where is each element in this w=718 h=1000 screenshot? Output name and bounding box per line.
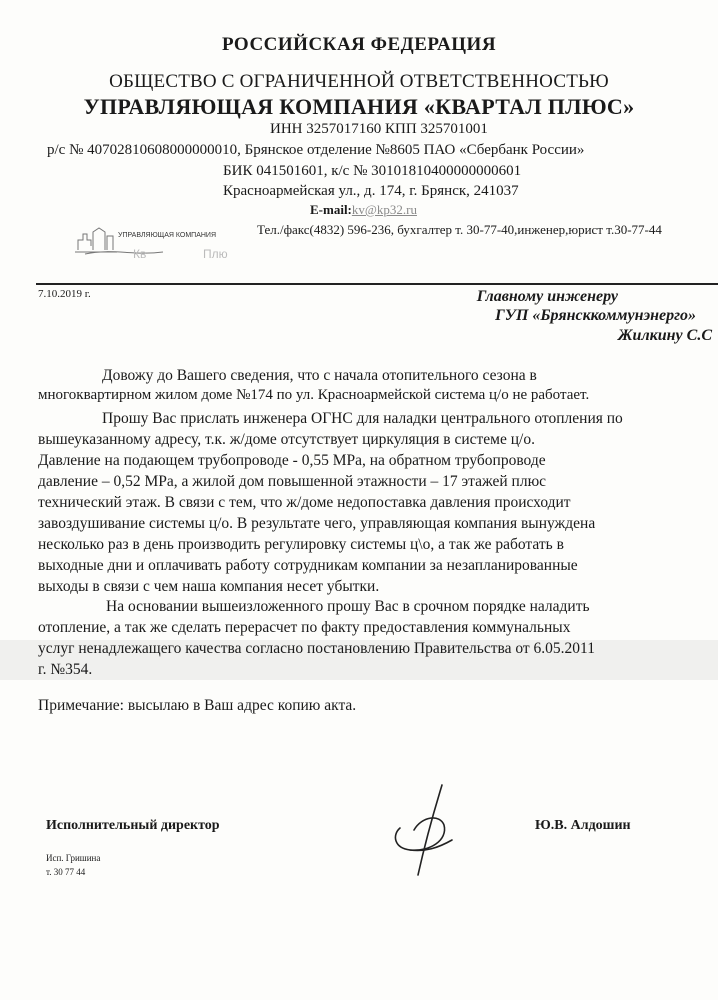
company-logo-icon <box>73 218 253 260</box>
note-line: Примечание: высылаю в Ваш адрес копию акта. <box>38 697 357 714</box>
body-line: многоквартирном жилом доме №174 по ул. Красноармейской система ц/о не работает. <box>38 387 590 403</box>
logo-caption: УПРАВЛЯЮЩАЯ КОМПАНИЯ <box>118 232 217 239</box>
body-line: услуг ненадлежащего качества согласно постановлению Правительства от 6.05.2011 <box>38 640 595 657</box>
body-line: г. №354. <box>38 661 93 678</box>
body-line: вышеуказанному адресу, т.к. ж/доме отсутствует циркуляция в системе ц/о. <box>38 431 535 448</box>
body-line: На основании вышеизложенного прошу Вас в срочном порядке наладить <box>106 598 590 615</box>
body-line: выходные дни и оплачивать работу сотрудникам компании за незапланированные <box>38 557 578 574</box>
body-line: давление – 0,52 MPa, а жилой дом повышенной этажности – 17 этажей плюс <box>38 473 547 490</box>
org-type-heading: ОБЩЕСТВО С ОГРАНИЧЕННОЙ ОТВЕТСТВЕННОСТЬЮ <box>109 71 609 92</box>
svg-text:Плю: Плю <box>203 247 228 260</box>
bank-account-line: р/с № 40702810608000000010, Брянское отделение №8605 ПАО «Сбербанк России» <box>47 142 585 158</box>
letter-date: 7.10.2019 г. <box>38 288 91 300</box>
body-line: отопление, а так же сделать перерасчет по факту предоставления коммунальных <box>38 619 571 636</box>
addressee-organization: ГУП «Брянсккоммунэнерго» <box>495 307 696 324</box>
executor-name: Исп. Гришина <box>46 853 101 863</box>
body-line: Прошу Вас прислать инженера ОГНС для наладки центрального отопления по <box>102 410 623 427</box>
body-line: технический этаж. В связи с тем, что ж/доме недопоставка давления происходит <box>38 494 571 511</box>
body-line: завоздушивание системы ц/о. В результате чего, управляющая компания вынуждена <box>38 515 596 532</box>
inn-kpp-line: ИНН 3257017160 КПП 325701001 <box>270 121 488 137</box>
country-heading: РОССИЙСКАЯ ФЕДЕРАЦИЯ <box>221 34 497 55</box>
email-label: E-mail: <box>310 202 352 217</box>
email-link[interactable]: kv@kp32.ru <box>351 202 417 217</box>
executor-phone: т. 30 77 44 <box>46 867 86 877</box>
svg-text:Кв: Кв <box>133 247 147 260</box>
body-line: несколько раз в день производить регулировку системы ц\о, а так же работать в <box>38 536 564 553</box>
body-line: Довожу до Вашего сведения, что с начала отопительного сезона в <box>102 367 537 384</box>
org-name-heading: УПРАВЛЯЮЩАЯ КОМПАНИЯ «КВАРТАЛ ПЛЮС» <box>83 94 635 119</box>
body-line: выходы в связи с чем наша компания несет убытки. <box>38 578 380 595</box>
bik-line: БИК 041501601, к/с № 30101810400000000601 <box>223 163 522 179</box>
body-line: Давление на подающем трубопроводе - 0,55 MPa, на обратном трубопроводе <box>38 452 546 469</box>
addressee-name: Жилкину С.С <box>617 327 712 344</box>
address-line: Красноармейская ул., д. 174, г. Брянск, 241037 <box>223 183 519 199</box>
email-row <box>310 202 417 218</box>
addressee-position: Главному инженеру <box>476 288 618 305</box>
signatory-title: Исполнительный директор <box>46 818 220 833</box>
phones-line: Тел./факс(4832) 596-236, бухгалтер т. 30-77-40,инженер,юрист т.30-77-44 <box>257 222 662 237</box>
header-divider <box>36 283 718 285</box>
signatory-name: Ю.В. Алдошин <box>535 818 631 833</box>
handwritten-signature-icon <box>370 780 480 880</box>
